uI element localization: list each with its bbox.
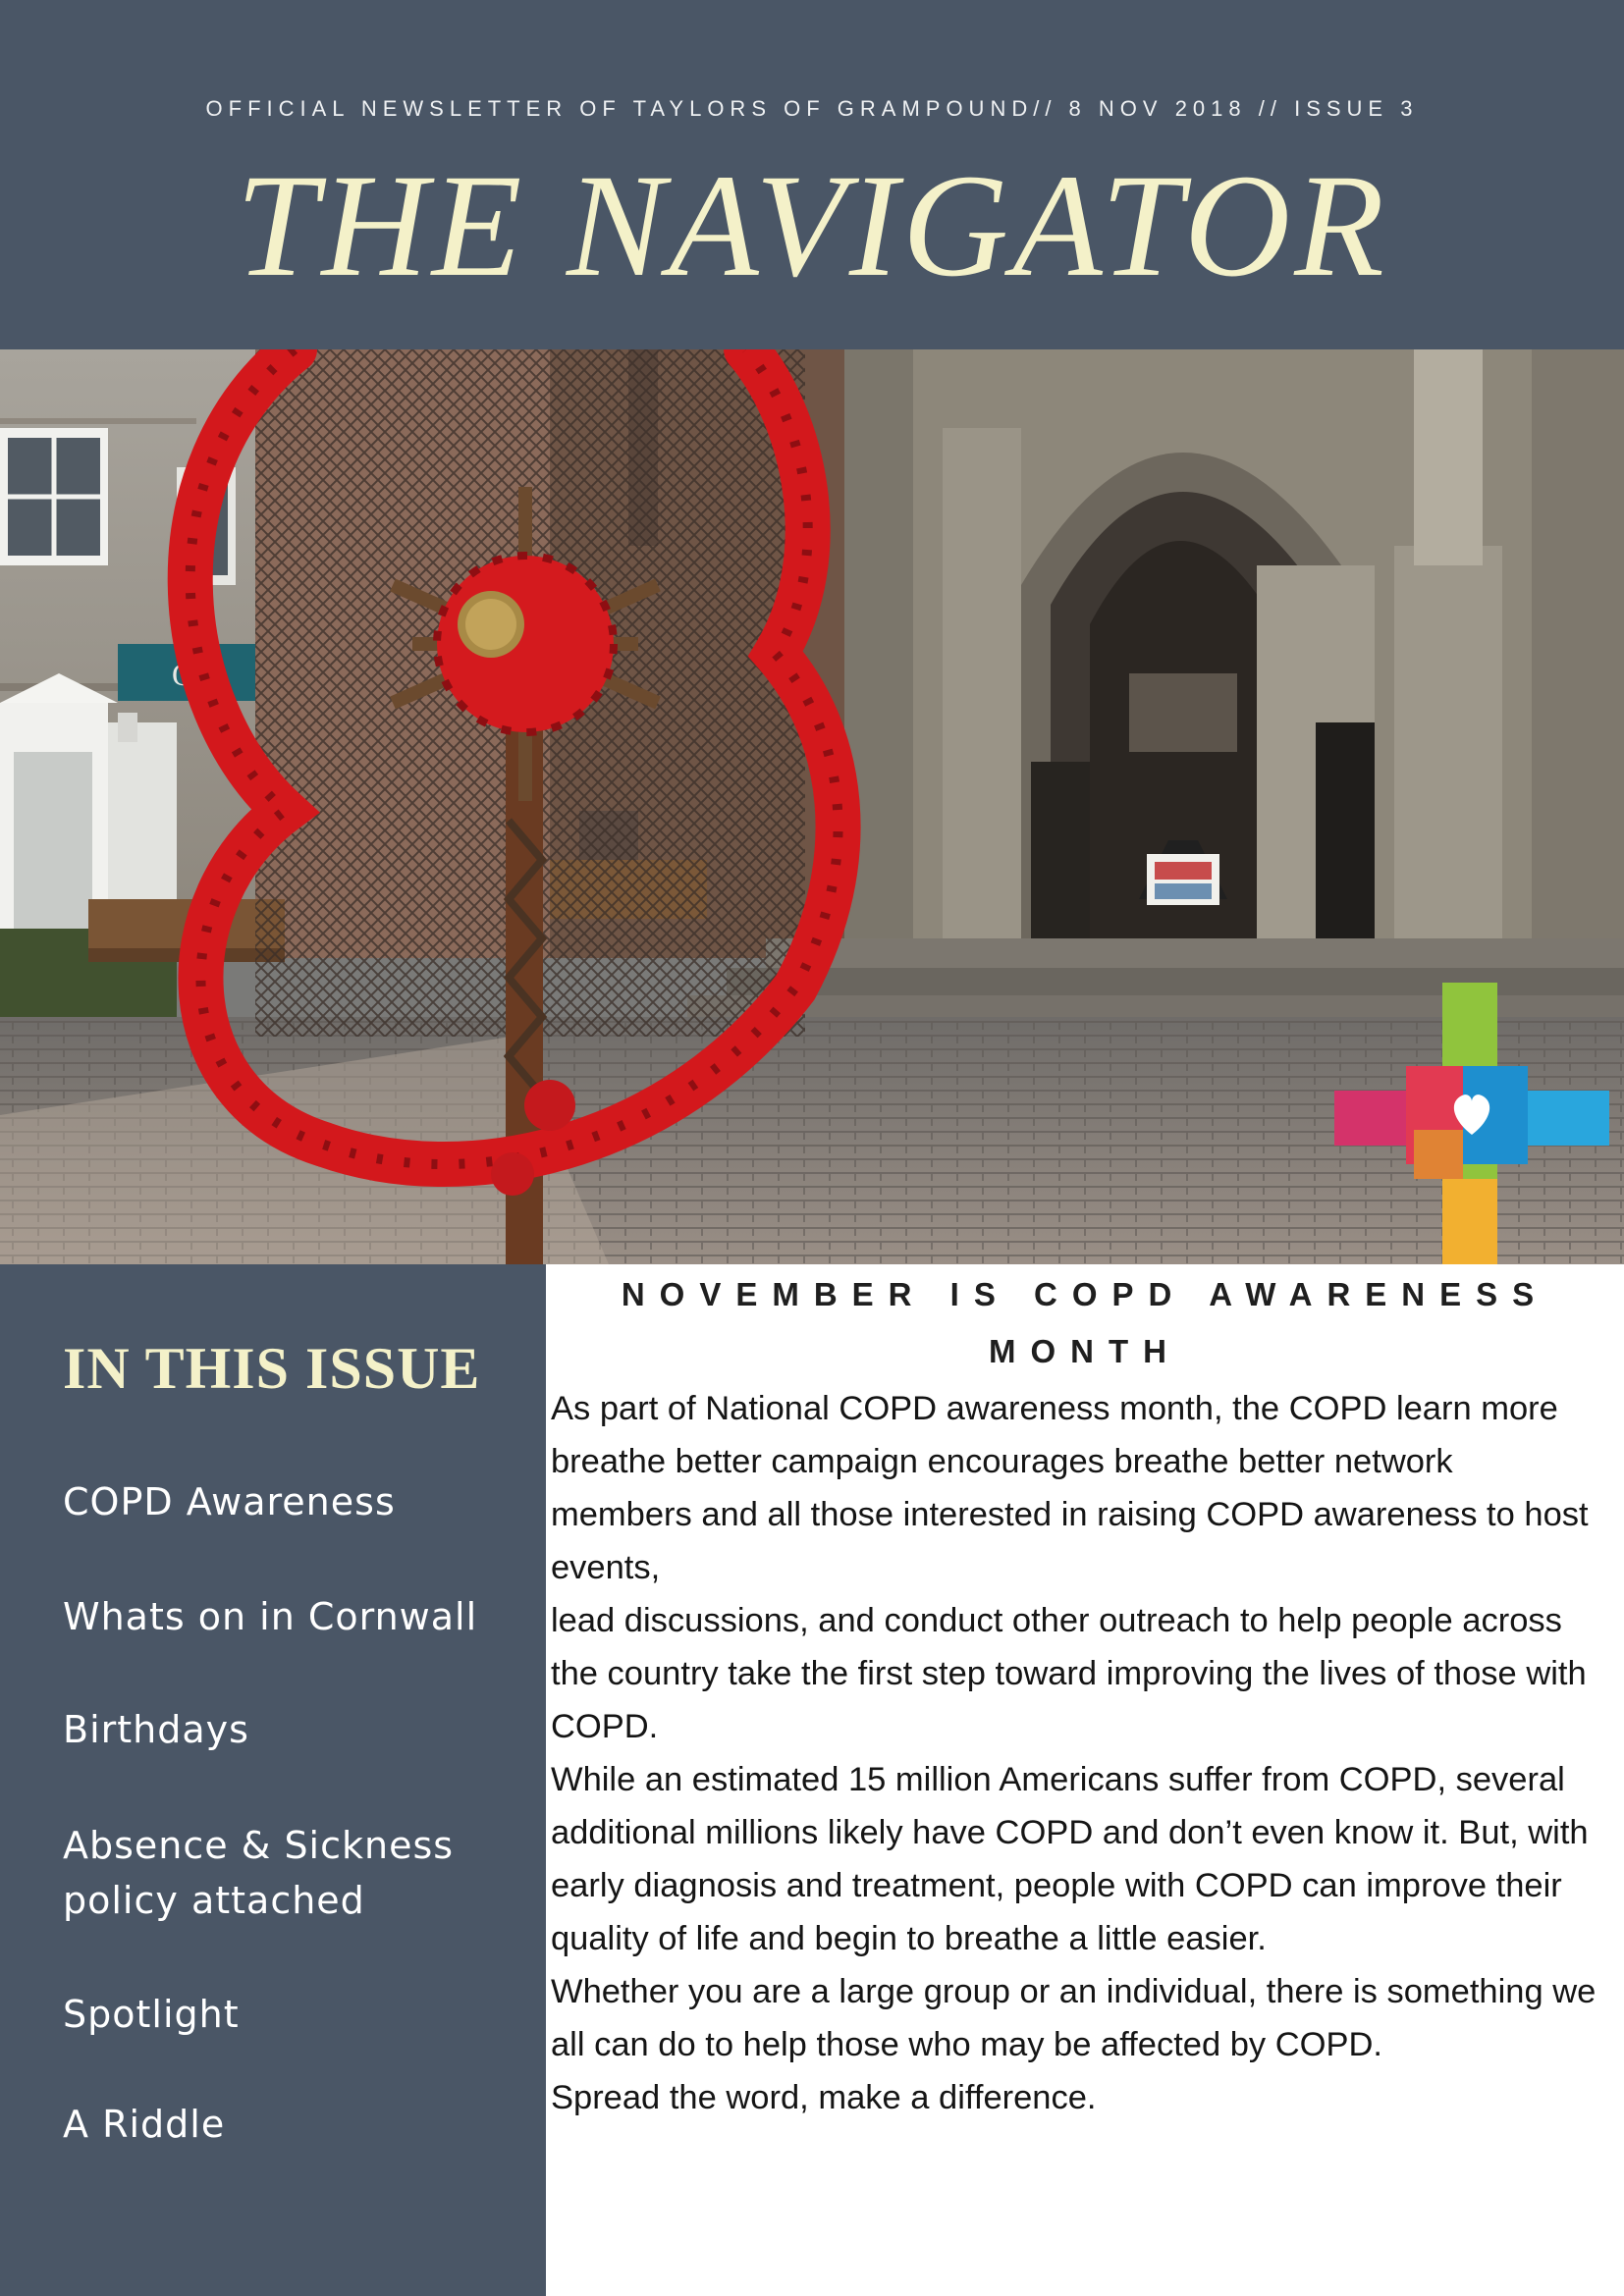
copd-article xyxy=(546,1264,1624,2296)
cover-photo-illustration xyxy=(0,349,1624,1264)
issue-item-copd-awareness: COPD Awareness xyxy=(63,1480,396,1523)
article-paragraph: lead discussions, and conduct other outreach to help people across the country take the first step toward improving the lives of those with COPD. xyxy=(551,1602,1587,1745)
article-paragraph: While an estimated 15 million Americans suffer from COPD, several additional millions likely have COPD and don’t even know it. But, with early diagnosis and treatment, people with COPD can improve their quality of life and begin to breathe a little easier. xyxy=(551,1761,1589,1957)
issue-item-birthdays: Birthdays xyxy=(63,1708,249,1751)
in-this-issue-sidebar xyxy=(0,1264,546,2296)
article-paragraph: Whether you are a large group or an individual, there is something we all can do to help those who may be affected by COPD. xyxy=(551,1973,1597,2063)
issue-item-whats-on-cornwall: Whats on in Cornwall xyxy=(63,1595,478,1638)
shop-sign-text: QU xyxy=(172,657,218,692)
article-body xyxy=(551,1382,1601,2124)
article-paragraph: As part of National COPD awareness month, the COPD learn more breathe better campaign encourages breathe better network members and all those interested in raising COPD awareness to host events, xyxy=(551,1390,1589,1586)
newsletter-tagline: OFFICIAL NEWSLETTER OF TAYLORS OF GRAMPOUND// 8 NOV 2018 // ISSUE 3 xyxy=(205,96,1419,121)
issue-item-absence-sickness-policy: Absence & Sickness policy attached xyxy=(63,1824,455,1922)
cover-photo xyxy=(0,349,1624,1264)
issue-item-riddle: A Riddle xyxy=(63,2103,226,2146)
masthead xyxy=(0,0,1624,349)
issue-item-spotlight: Spotlight xyxy=(63,1993,240,2036)
in-this-issue-heading: IN THIS ISSUE xyxy=(63,1336,481,1401)
article-heading: NOVEMBER IS COPD AWARENESS MONTH xyxy=(621,1276,1549,1370)
newsletter-title: THE NAVIGATOR xyxy=(236,144,1388,307)
article-paragraph: Spread the word, make a difference. xyxy=(551,2079,1097,2116)
